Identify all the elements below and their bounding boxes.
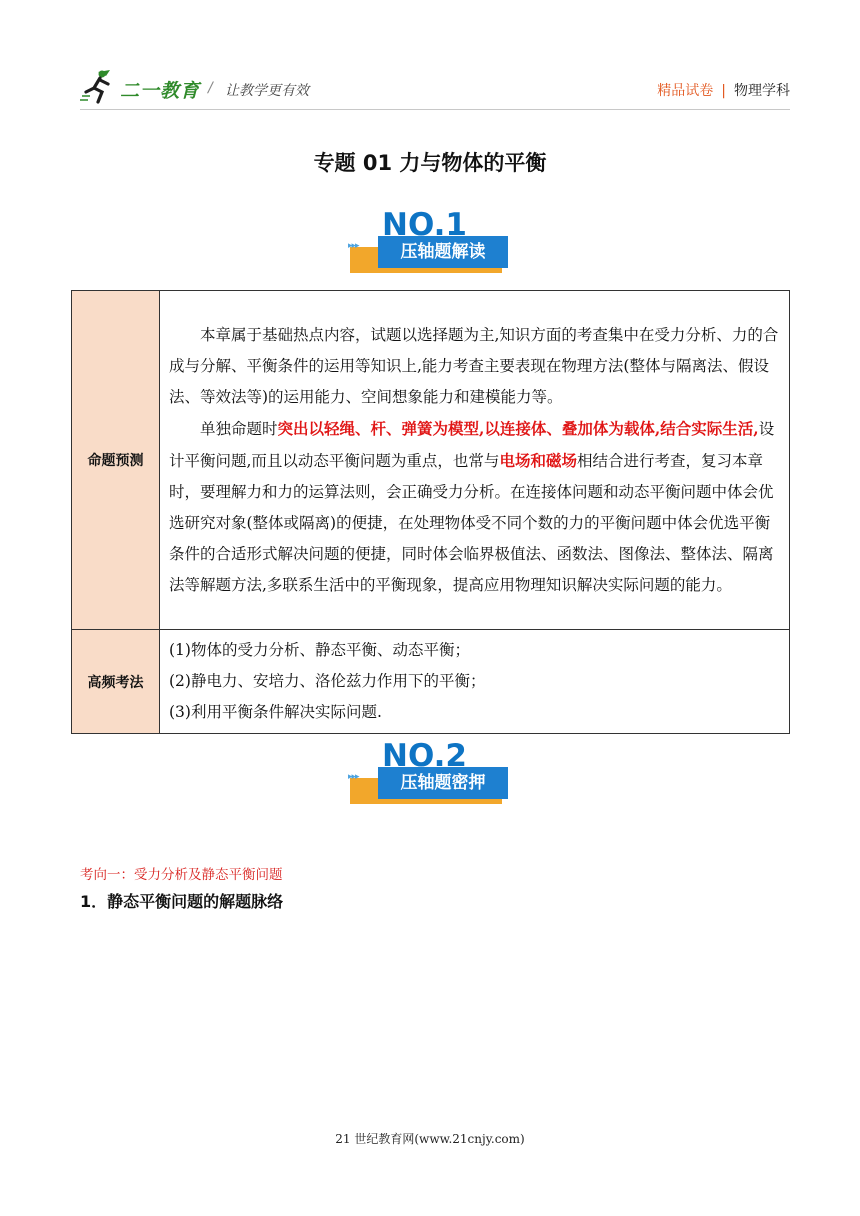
runner-logo-icon [80,66,124,106]
header-divider [80,109,790,110]
table-content-frequent [160,630,790,734]
header-category-type: 精品试卷 [657,83,714,99]
page-header [80,66,790,110]
brand-slogan: 让教学更有效 [225,83,309,99]
prediction-text-a: 单独命题时 [200,419,278,438]
section-subheading: 1．静态平衡问题的解题脉络 [80,892,284,911]
prediction-highlight-2: 电场和磁场 [499,450,577,470]
table-row-frequent [72,630,790,734]
header-separator: | [721,83,726,99]
arrow-dots-icon: ▸▸▸ [348,241,359,251]
banner-no1-label: 压轴题解读 [400,242,486,262]
frequent-item-3: (3)利用平衡条件解决实际问题. [169,703,382,721]
frequent-item-1: (1)物体的受力分析、静态平衡、动态平衡； [169,641,470,659]
banner-no1-number: NO.1 [382,207,467,243]
overview-table [71,290,790,734]
banner-no2-number: NO.2 [382,738,467,774]
banner-no1 [348,207,512,283]
table-content-prediction [160,291,790,630]
page-footer: 21 世纪教育网(www.21cnjy.com) [335,1132,525,1146]
header-category [657,80,790,100]
section-heading: 考向一：受力分析及静态平衡问题 [80,867,283,883]
banner-no2 [348,738,512,814]
prediction-paragraph-1: 本章属于基础热点内容，试题以选择题为主,知识方面的考查集中在受力分析、力的合成与分解、平衡条件的运用等知识上,能力考查主要表现在物理方法(整体与隔离法、假设法、等效法等)的运用能力、空间想象能力和建模能力等。 [169,325,779,406]
prediction-text-c: 相结合进行考查，复习本章时，要理解力和力的运算法则，会正确受力分析。在连接体问题和动态平衡问题中体会优选研究对象(整体或隔离)的便捷，在处理物体受不同个数的力的平衡问题中体会优选平衡条件的合适形式解决问题的便捷，同时体会临界极值法、函数法、图像法、整体法、隔离法等解题方法,多联系生活中的平衡现象，提高应用物理知识解决实际问题的能力。 [169,451,774,594]
frequent-item-2: (2)静电力、安培力、洛伦兹力作用下的平衡； [169,672,486,690]
document-title: 专题 01 力与物体的平衡 [313,151,547,175]
brand-name: 二一教育 [120,80,201,102]
prediction-text-b: 设计平衡问题,而且以动态平衡问题为重点，也常与 [169,419,775,470]
prediction-paragraph-2 [169,413,780,601]
table-row-prediction [72,291,790,630]
table-label-prediction: 命题预测 [72,291,160,630]
brand-slash: / [208,80,213,96]
banner-no2-label: 压轴题密押 [400,773,486,793]
table-label-frequent: 高频考法 [72,630,160,734]
arrow-dots-icon: ▸▸▸ [348,772,359,782]
prediction-highlight-1: 突出以轻绳、杆、弹簧为模型,以连接体、叠加体为载体,结合实际生活, [277,418,759,438]
header-category-subject: 物理学科 [734,83,790,99]
